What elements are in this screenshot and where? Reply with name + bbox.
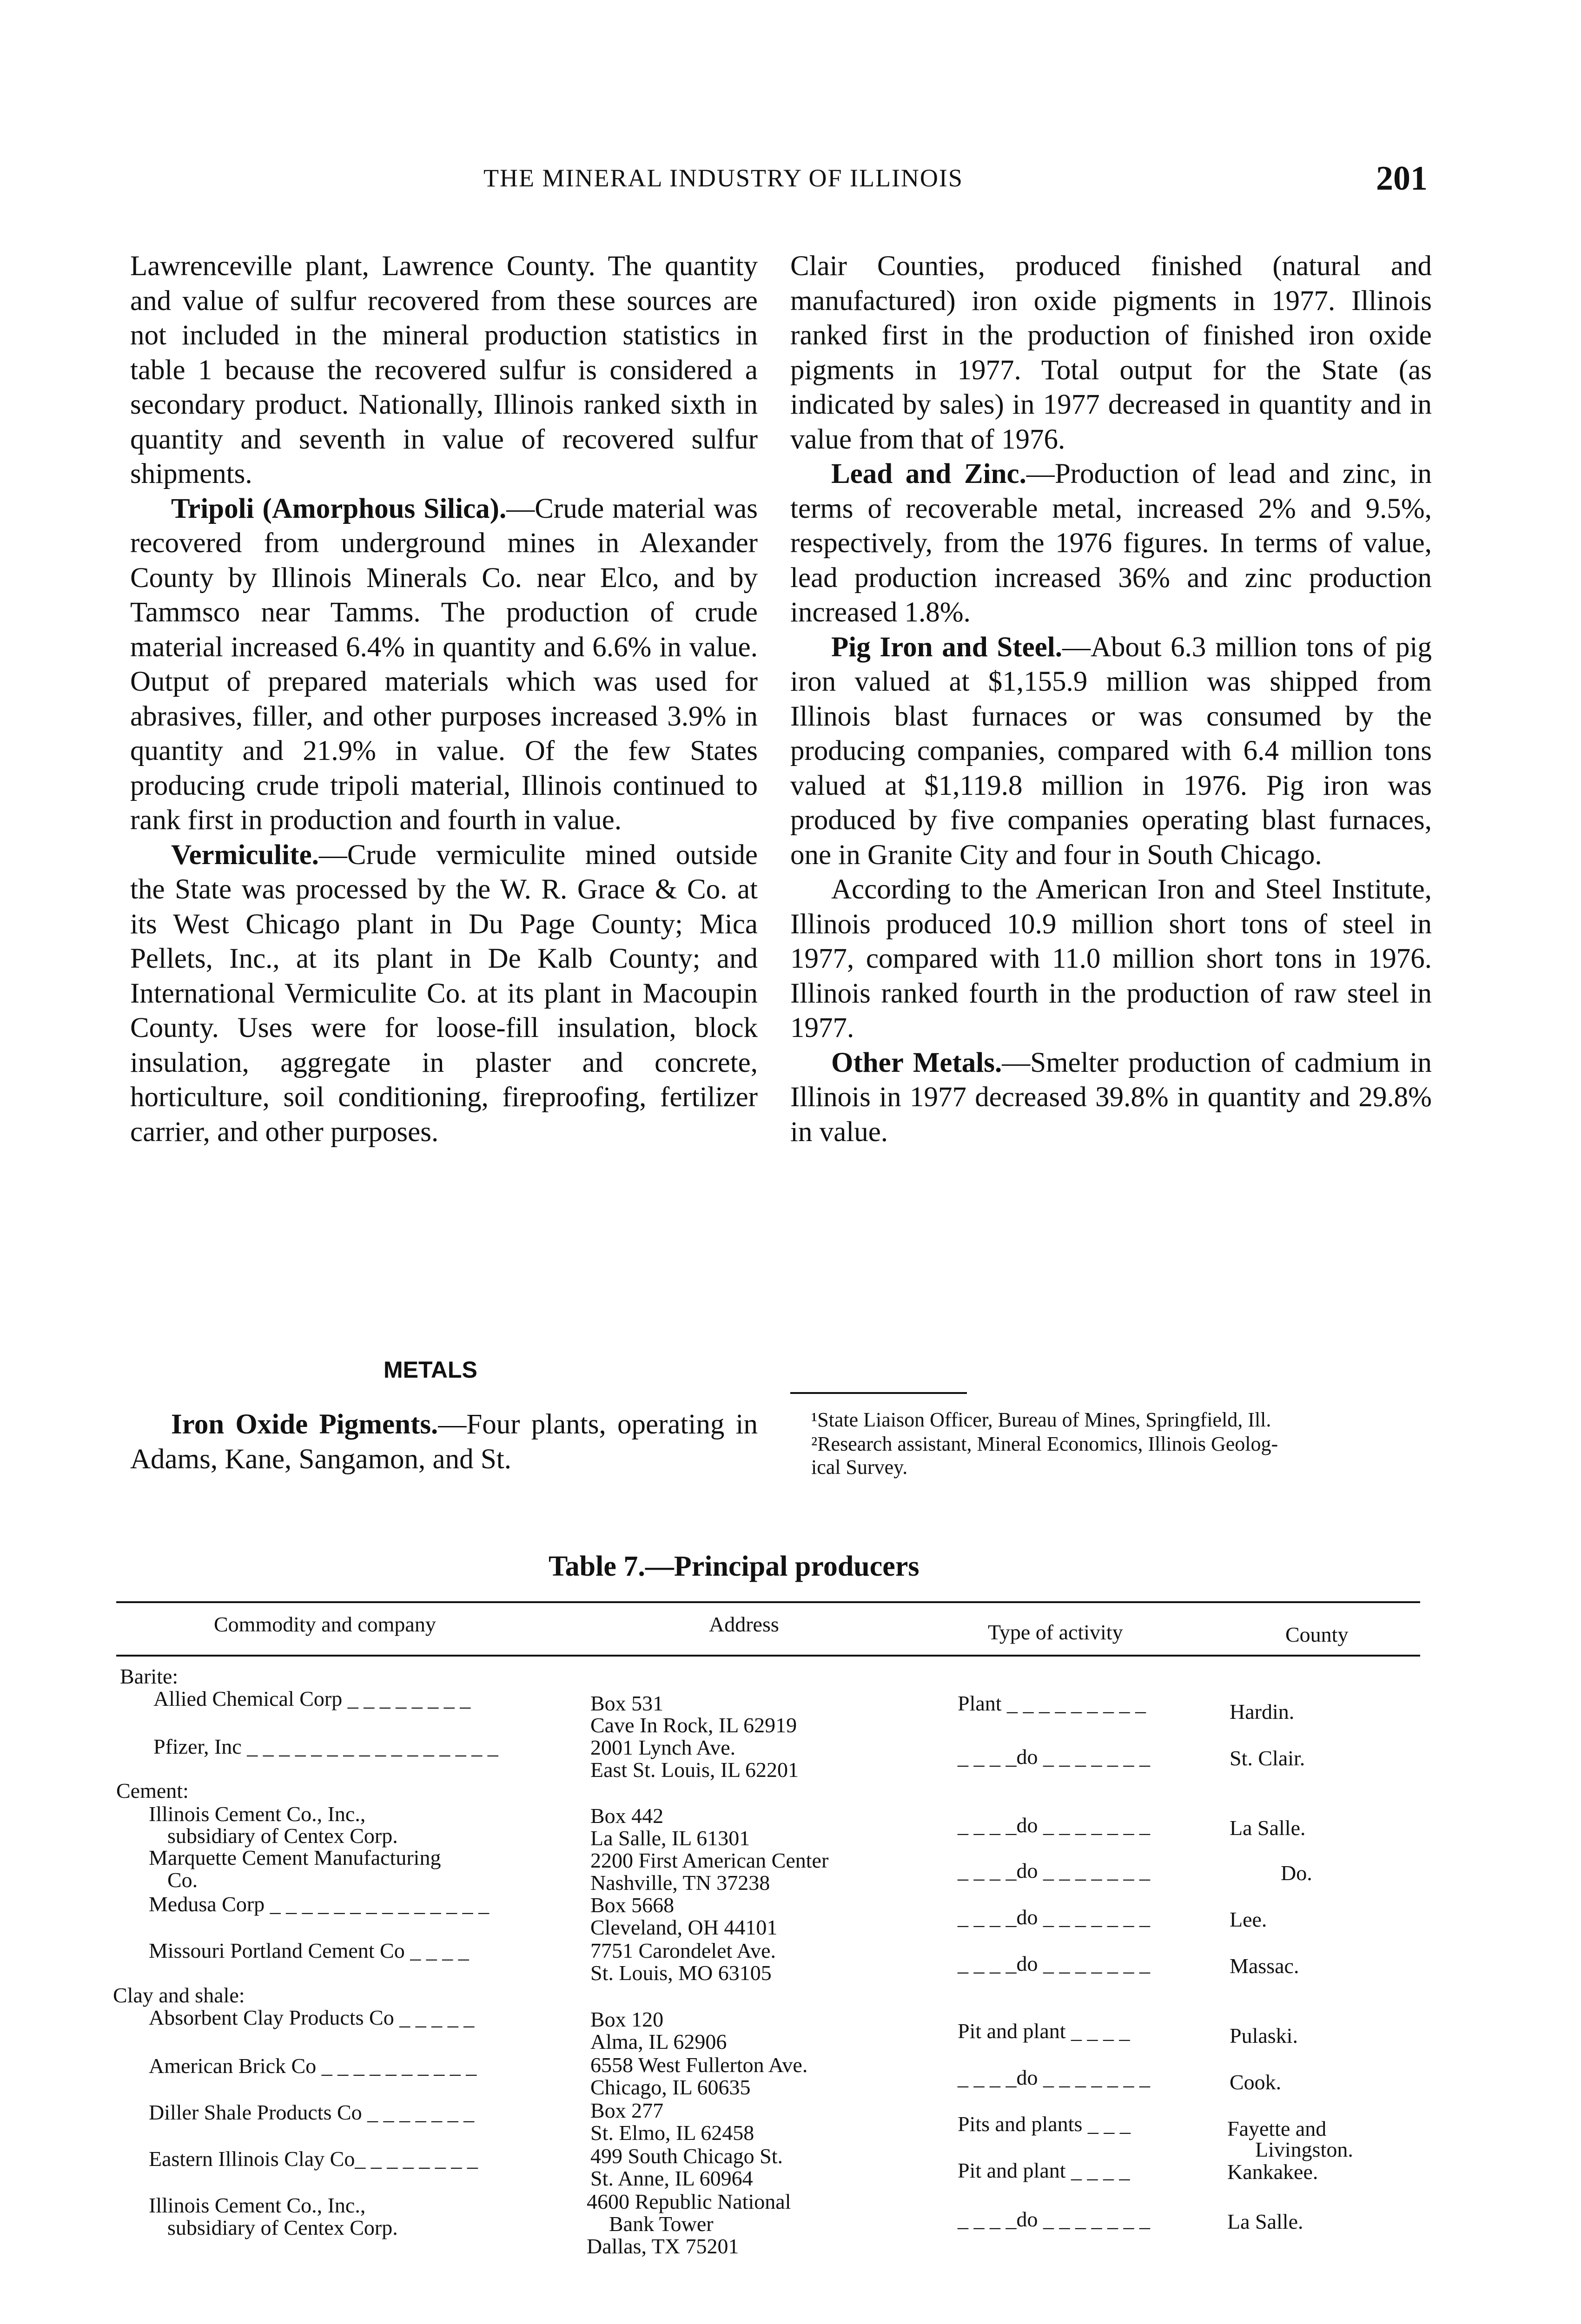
address-missouri-2: St. Louis, MO 63105: [590, 1961, 772, 1985]
company-allied: Allied Chemical Corp _ _ _ _ _ _ _ _: [153, 1687, 471, 1710]
county-missouri: Massac.: [1230, 1954, 1299, 1978]
activity-eastern: Pit and plant _ _ _ _: [958, 2159, 1130, 2182]
address-eastern-1: 499 South Chicago St.: [590, 2144, 783, 2168]
county-pfizer: St. Clair.: [1230, 1746, 1305, 1770]
county-marquette: Do.: [1281, 1861, 1312, 1885]
county-eastern: Kankakee.: [1227, 2160, 1318, 2184]
paragraph-iron-oxide-cont: Clair Counties, produced finished (natural and manufactured) iron oxide pigments in 1977. Illinois ranked first in the production of finished iron oxide pigments in 1977. Total output for the State (as indicated by sales) in 1977 decreased in quantity and in value from that of 1976.: [790, 251, 1432, 455]
group-cement: Cement:: [116, 1779, 189, 1802]
header-county: County: [1285, 1623, 1349, 1646]
address-illinois-cement-1-2: La Salle, IL 61301: [590, 1826, 750, 1850]
company-pfizer: Pfizer, Inc _ _ _ _ _ _ _ _ _ _ _ _ _ _ _ _: [153, 1735, 498, 1758]
text-lead-zinc: —Production of lead and zinc, in terms of recoverable metal, increased 2% and 9.5%, respectively, from the 1976 figures. In terms of value, lead production increased 36% and zinc production increased 1.8%.: [790, 458, 1432, 628]
address-marquette-2: Nashville, TN 37238: [590, 1871, 770, 1895]
heading-lead-zinc: Lead and Zinc.: [831, 458, 1026, 489]
left-column: [130, 249, 758, 1149]
activity-brick: _ _ _ _do _ _ _ _ _ _ _: [958, 2066, 1150, 2089]
address-pfizer-1: 2001 Lynch Ave.: [590, 1736, 736, 1759]
section-heading-metals: METALS: [384, 1357, 477, 1383]
footnote-rule: [790, 1392, 967, 1394]
address-allied-2: Cave In Rock, IL 62919: [590, 1713, 797, 1737]
header-activity: Type of activity: [988, 1620, 1123, 1644]
address-medusa-1: Box 5668: [590, 1893, 675, 1917]
right-column: [790, 249, 1432, 1149]
footnote-1: ¹State Liaison Officer, Bureau of Mines, Springfield, Ill.: [811, 1408, 1271, 1431]
address-missouri-1: 7751 Carondelet Ave.: [590, 1939, 776, 1962]
paragraph-iron-oxide: [130, 1407, 758, 1477]
header-commodity: Commodity and company: [214, 1612, 436, 1636]
address-marquette-1: 2200 First American Center: [590, 1849, 829, 1872]
county-diller-2: Livingston.: [1255, 2138, 1353, 2161]
company-absorbent: Absorbent Clay Products Co _ _ _ _ _: [149, 2006, 475, 2029]
address-absorbent-2: Alma, IL 62906: [590, 2030, 727, 2053]
header-address: Address: [709, 1612, 779, 1636]
activity-diller: Pits and plants _ _ _: [958, 2112, 1131, 2136]
paragraph-other-metals: [790, 1046, 1432, 1150]
paragraph-vermiculite: [130, 838, 758, 1150]
county-illinois-cement-1: La Salle.: [1230, 1816, 1306, 1840]
paragraph-steel: According to the American Iron and Steel Institute, Illinois produced 10.9 million short tons of steel in 1977, compared with 11.0 million short tons in 1976. Illinois ranked fourth in the production of raw steel in 1977.: [790, 874, 1432, 1043]
activity-illinois-cement-2: _ _ _ _do _ _ _ _ _ _ _: [958, 2207, 1150, 2231]
text-iron-oxide: —Four plants, operating in Adams, Kane, Sangamon, and St.: [130, 1409, 758, 1475]
group-barite: Barite:: [120, 1664, 179, 1688]
table-title: Table 7.—Principal producers: [549, 1551, 919, 1582]
address-illinois-cement-2-2: Bank Tower: [609, 2212, 714, 2236]
address-medusa-2: Cleveland, OH 44101: [590, 1915, 778, 1939]
address-illinois-cement-1-1: Box 442: [590, 1804, 664, 1828]
footnote-2: ²Research assistant, Mineral Economics, Illinois Geolog-: [811, 1433, 1278, 1455]
county-brick: Cook.: [1230, 2070, 1282, 2094]
paragraph-sulfur: Lawrenceville plant, Lawrence County. The quantity and value of sulfur recovered from these sources are not included in the mineral production statistics in table 1 because the recovered sulfur is considered a secondary product. Nationally, Illinois ranked sixth in quantity and seventh in value of recovered sulfur shipments.: [130, 251, 758, 489]
address-illinois-cement-2-1: 4600 Republic National: [587, 2190, 791, 2213]
activity-illinois-cement-1: _ _ _ _do _ _ _ _ _ _ _: [958, 1813, 1150, 1837]
company-illinois-cement-1: Illinois Cement Co., Inc.,: [149, 1802, 366, 1826]
text-tripoli: —Crude material was recovered from underground mines in Alexander County by Illinois Minerals Co. near Elco, and by Tammsco near Tamms. The production of crude material increased 6.4% in quantity and 6.6% in value. Output of prepared materials which was used for abrasives, filler, and other purposes increased 3.9% in quantity and 21.9% in value. Of the few States producing crude tripoli material, Illinois continued to rank first in production and fourth in value.: [130, 493, 758, 836]
activity-absorbent: Pit and plant _ _ _ _: [958, 2019, 1130, 2043]
address-brick-1: 6558 West Fullerton Ave.: [590, 2053, 808, 2077]
company-eastern-illinois: Eastern Illinois Clay Co_ _ _ _ _ _ _ _: [149, 2147, 478, 2171]
text-vermiculite: —Crude vermiculite mined outside the State was processed by the W. R. Grace & Co. at its West Chicago plant in Du Page County; Mica Pellets, Inc., at its plant in De Kalb County; and International Vermiculite Co. at its plant in Macoupin County. Uses were for loose-fill insulation, block insulation, aggregate in plaster and concrete, horticulture, soil conditioning, fireproofing, fertilizer carrier, and other purposes.: [130, 839, 758, 1148]
address-illinois-cement-2-3: Dallas, TX 75201: [587, 2234, 739, 2258]
company-illinois-cement-2-sub: subsidiary of Centex Corp.: [167, 2216, 398, 2239]
text-pig-iron: —About 6.3 million tons of pig iron valued at $1,155.9 million was shipped from Illinois blast furnaces or was consumed by the producing companies, compared with 6.4 million tons valued at $1,119.8 million in 1976. Pig iron was produced by five companies operating blast furnaces, one in Granite City and four in South Chicago.: [790, 631, 1432, 871]
company-diller: Diller Shale Products Co _ _ _ _ _ _ _: [149, 2100, 475, 2124]
company-illinois-cement-1-sub: subsidiary of Centex Corp.: [167, 1824, 398, 1848]
text-other-metals: —Smelter production of cadmium in Illinois in 1977 decreased 39.8% in quantity and 29.8% in value.: [790, 1047, 1432, 1148]
county-medusa: Lee.: [1230, 1908, 1267, 1931]
activity-pfizer: _ _ _ _do _ _ _ _ _ _ _: [958, 1745, 1150, 1769]
activity-allied: Plant _ _ _ _ _ _ _ _ _: [958, 1691, 1146, 1715]
address-absorbent-1: Box 120: [590, 2007, 664, 2031]
county-allied: Hardin.: [1230, 1700, 1295, 1723]
paragraph-tripoli: [130, 492, 758, 838]
address-diller-2: St. Elmo, IL 62458: [590, 2121, 754, 2145]
table-top-rule: [116, 1601, 1420, 1603]
address-diller-1: Box 277: [590, 2099, 664, 2122]
paragraph-pig-iron: [790, 630, 1432, 873]
address-allied-1: Box 531: [590, 1691, 664, 1715]
activity-marquette: _ _ _ _do _ _ _ _ _ _ _: [958, 1859, 1150, 1882]
company-medusa: Medusa Corp _ _ _ _ _ _ _ _ _ _ _ _ _ _: [149, 1892, 490, 1916]
heading-iron-oxide: Iron Oxide Pigments.: [171, 1409, 438, 1440]
company-american-brick: American Brick Co _ _ _ _ _ _ _ _ _ _: [149, 2054, 477, 2078]
county-illinois-cement-2: La Salle.: [1227, 2210, 1303, 2233]
group-clay-shale: Clay and shale:: [113, 1983, 245, 2007]
county-absorbent: Pulaski.: [1230, 2024, 1298, 2047]
heading-tripoli: Tripoli (Amorphous Silica).: [171, 493, 507, 524]
activity-medusa: _ _ _ _do _ _ _ _ _ _ _: [958, 1905, 1150, 1929]
table-header-rule: [116, 1655, 1420, 1657]
company-missouri-portland: Missouri Portland Cement Co _ _ _ _: [149, 1939, 469, 1962]
heading-other-metals: Other Metals.: [831, 1047, 1002, 1078]
paragraph-lead-zinc: [790, 457, 1432, 630]
address-brick-2: Chicago, IL 60635: [590, 2075, 751, 2099]
county-diller-1: Fayette and: [1227, 2117, 1327, 2140]
address-eastern-2: St. Anne, IL 60964: [590, 2166, 753, 2190]
running-header: THE MINERAL INDUSTRY OF ILLINOIS: [483, 164, 963, 192]
footnote-2-cont: ical Survey.: [811, 1456, 908, 1479]
heading-vermiculite: Vermiculite.: [171, 839, 319, 871]
company-marquette: Marquette Cement Manufacturing: [149, 1846, 441, 1869]
page-number: 201: [1376, 159, 1428, 198]
company-marquette-cont: Co.: [167, 1868, 198, 1892]
company-illinois-cement-2: Illinois Cement Co., Inc.,: [149, 2193, 366, 2217]
heading-pig-iron: Pig Iron and Steel.: [831, 631, 1062, 663]
activity-missouri: _ _ _ _do _ _ _ _ _ _ _: [958, 1952, 1150, 1975]
address-pfizer-2: East St. Louis, IL 62201: [590, 1758, 799, 1782]
